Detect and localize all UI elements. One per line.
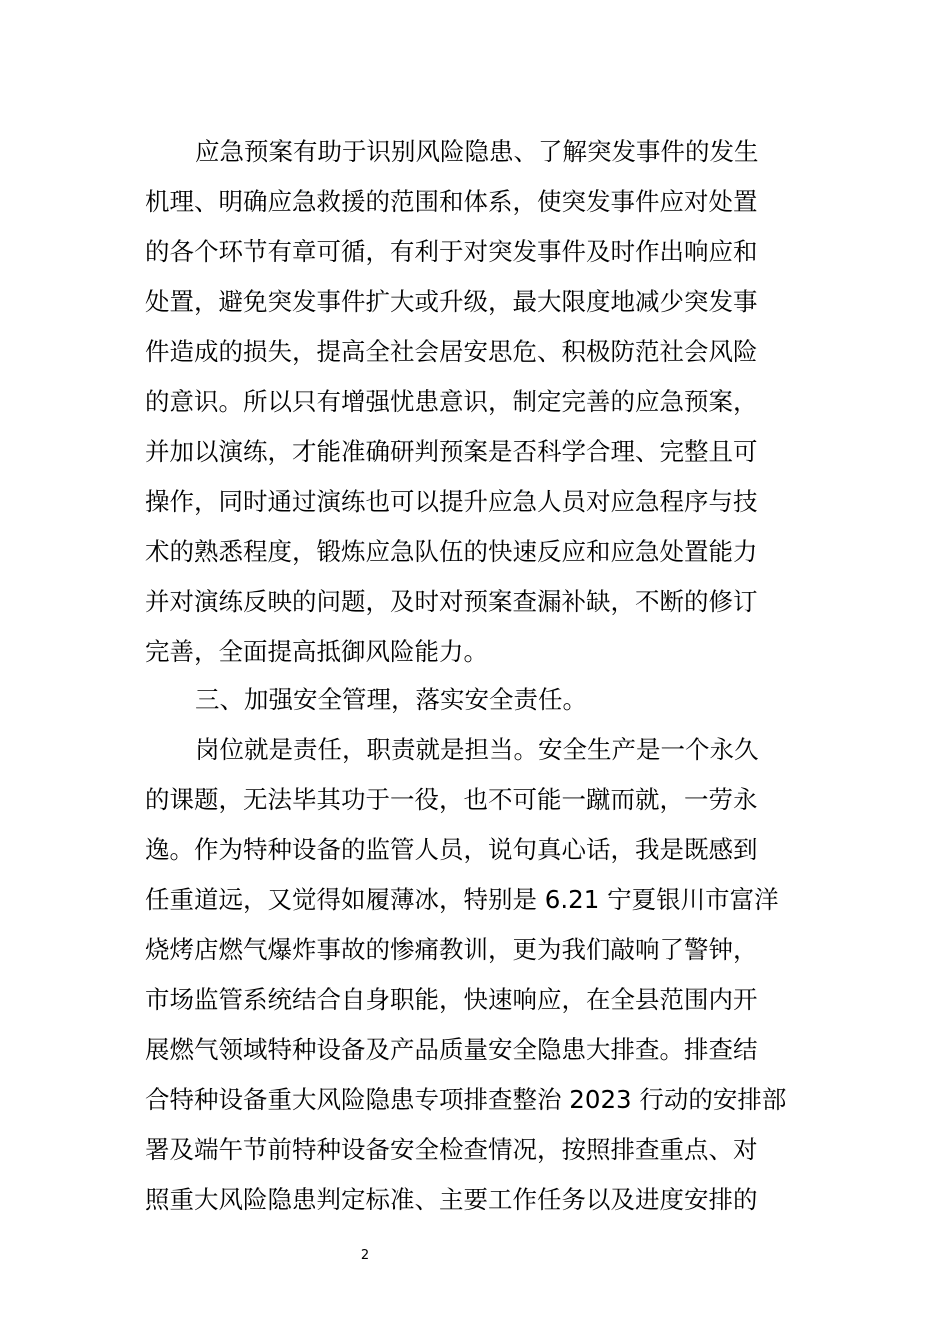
paragraph-line: 的课题，无法毕其功于一役，也不可能一蹴而就，一劳永 (145, 785, 758, 814)
paragraph-line: 的各个环节有章可循，有利于对突发事件及时作出响应和 (145, 237, 758, 266)
paragraph-line: 署及端午节前特种设备安全检查情况，按照排查重点、对 (145, 1135, 758, 1164)
page-number: 2 (360, 1248, 370, 1263)
paragraph-line: 展燃气领域特种设备及产品质量安全隐患大排查。排查结 (145, 1035, 758, 1064)
paragraph-line: 市场监管系统结合自身职能，快速响应，在全县范围内开 (145, 985, 758, 1014)
paragraph-line: 并对演练反映的问题，及时对预案查漏补缺，不断的修订 (145, 587, 758, 616)
paragraph-line: 完善，全面提高抵御风险能力。 (145, 637, 488, 666)
paragraph-line: 并加以演练，才能准确研判预案是否科学合理、完整且可 (145, 437, 758, 466)
paragraph-line: 逸。作为特种设备的监管人员，说句真心话，我是既感到 (145, 835, 758, 864)
paragraph-line: 件造成的损失，提高全社会居安思危、积极防范社会风险 (145, 337, 758, 366)
paragraph-line: 合特种设备重大风险隐患专项排查整治 2023 行动的安排部 (145, 1085, 787, 1114)
section-heading: 三、加强安全管理，落实安全责任。 (195, 685, 587, 714)
paragraph-line: 术的熟悉程度，锻炼应急队伍的快速反应和应急处置能力 (145, 537, 758, 566)
paragraph-line: 处置，避免突发事件扩大或升级，最大限度地减少突发事 (145, 287, 758, 316)
paragraph-line: 应急预案有助于识别风险隐患、了解突发事件的发生 (195, 137, 759, 166)
paragraph-line: 照重大风险隐患判定标准、主要工作任务以及进度安排的 (145, 1185, 758, 1214)
paragraph-line: 烧烤店燃气爆炸事故的惨痛教训，更为我们敲响了警钟， (145, 935, 758, 964)
paragraph-line: 岗位就是责任，职责就是担当。安全生产是一个永久 (195, 735, 759, 764)
paragraph-line: 操作，同时通过演练也可以提升应急人员对应急程序与技 (145, 487, 758, 516)
paragraph-line: 的意识。所以只有增强忧患意识，制定完善的应急预案， (145, 387, 758, 416)
paragraph-line: 任重道远，又觉得如履薄冰，特别是 6.21 宁夏银川市富洋 (145, 885, 779, 914)
paragraph-line: 机理、明确应急救援的范围和体系，使突发事件应对处置 (145, 187, 758, 216)
